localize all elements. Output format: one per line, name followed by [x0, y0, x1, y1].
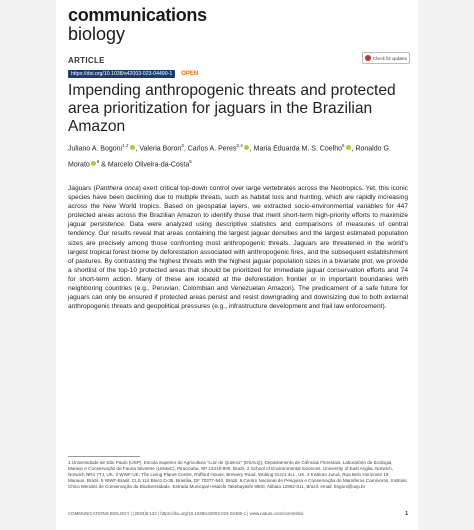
author-affiliation-sup: 3	[181, 143, 184, 148]
doi-link[interactable]: https://doi.org/10.1038/s42003-023-04490-1	[68, 70, 175, 78]
abstract-paragraph	[68, 184, 408, 311]
open-access-badge: OPEN	[181, 70, 199, 77]
author-name[interactable]: , Carlos A. Peres	[183, 145, 237, 153]
check-updates-label: Check for updates	[373, 55, 407, 61]
orcid-icon[interactable]	[91, 161, 96, 166]
article-type-label: ARTICLE	[68, 56, 105, 65]
paper-page	[56, 0, 418, 530]
author-affiliation-sup: 6	[96, 158, 100, 164]
abstract-body: ) exert critical top-down control over large vertebrates across the Neotropics. Yet, this iconic species have been declining due to multiple threats, such as habitat loss and hunting, which are rapidly increasing across the New World tropics. Based on geospatial layers, we extracted socio-environmental variables for 447 protected areas across the Brazilian Amazon to identify those that merit short-term high-priority efforts to maximize jaguar persistence. Data were analyzed using descriptive statistics and comparisons of measures of central tendency. Our results reveal that areas containing the largest jaguar densities and the largest estimated population sizes are precisely among those confronting most anthropogenic threats. Jaguars are threatened in the world's largest tropical forest biome by deforestation associated with anthropogenic fires, and the subsequent establishment of pastures. By contrasting the highest threats with the highest jaguar population sizes in a bivariate plot, we provide a shortlist of the top-10 protected areas that should be prioritized for immediate jaguar conservation efforts and 74 for short-term action. Many of these are located at the deforestation frontier or in important boundaries with neighboring countries (e.g., Peruvian, Colombian and Venezuelan Amazon). The predicament of a safe future for jaguars can only be ensured if protected areas persist and resist downgrading and downsizing due to both external anthropogenic threats and geopolitical pressures (e.g., infrastructure development and frail law enforcement).	[68, 185, 408, 311]
author-name[interactable]: Juliano A. Bogoni	[68, 145, 123, 153]
author-affiliation-sup: 2,4	[236, 143, 243, 148]
author-name[interactable]: , Maria Eduarda M. S. Coelho	[249, 145, 342, 153]
author-affiliation-sup: 1,2	[122, 143, 129, 148]
journal-name-line2: biology	[68, 24, 126, 44]
orcid-icon[interactable]	[244, 145, 249, 150]
footnote-divider	[68, 456, 140, 457]
author-list	[68, 140, 408, 171]
abstract-species-name: Panthera onca	[95, 185, 139, 192]
page-footer	[68, 511, 408, 517]
author-affiliation-sup: 5	[342, 143, 345, 148]
page-number: 1	[405, 511, 408, 517]
affiliations-footnote: 1 Universidade de São Paulo (USP), Escola Superior de Agricultura "Luiz de Queiroz" (ESALQ), Departamento de Ciências Florestais, Laboratório de Ecologia, Manejo e Conservação de Fauna Silvestre (LEMaC), Piracicaba, SP 13418-900, Brazil. 2 School of Environmental Sciences, University of East Anglia, Norwich, Norwich NR4 7TJ, UK. 3 WWF-UK, The Living Planet Centre, Rufford House, Brewery Road, Woking GU21 4LL, UK. 4 Instituto Juruá, Rua Belo Horizonte 19, Manaus, Brazil. 5 WWF-Brasil, CLS 114 Bloco D-35, Brasília, DF 70377-540, Brazil. 6 Centro Nacional de Pesquisa e Conservação de Mamíferos Carnívoros, Instituto Chico Mendes de Conservação da Biodiversidade, Estrada Municipal Hisaichi Takebayashi 8600, Atibaia 12952-011, Brazil. email: bogoni@usp.br	[68, 460, 407, 490]
author-name[interactable]: & Marcelo Oliveira-da-Costa	[99, 161, 190, 169]
doi-row	[68, 69, 198, 78]
author-affiliation-sup: 5	[189, 158, 192, 164]
author-name[interactable]: , Ronaldo G. Morato	[68, 145, 391, 169]
journal-name-line1: communications	[68, 5, 207, 25]
check-updates-icon	[365, 55, 371, 61]
abstract-species-prefix: Jaguars (	[68, 185, 96, 192]
paper-title: Impending anthropogenic threats and protected area prioritization for jaguars in the Brazilian Amazon	[68, 82, 396, 135]
orcid-icon[interactable]	[346, 145, 351, 150]
journal-logo	[68, 6, 207, 43]
orcid-icon[interactable]	[130, 145, 135, 150]
check-for-updates-button[interactable]	[362, 52, 410, 64]
footer-citation: COMMUNICATIONS BIOLOGY | (2023)6:132 | https://doi.org/10.1038/s42003-023-04490-1 | www.nature.com/commsbio	[68, 511, 304, 516]
author-name[interactable]: , Valeria Boron	[135, 145, 182, 153]
